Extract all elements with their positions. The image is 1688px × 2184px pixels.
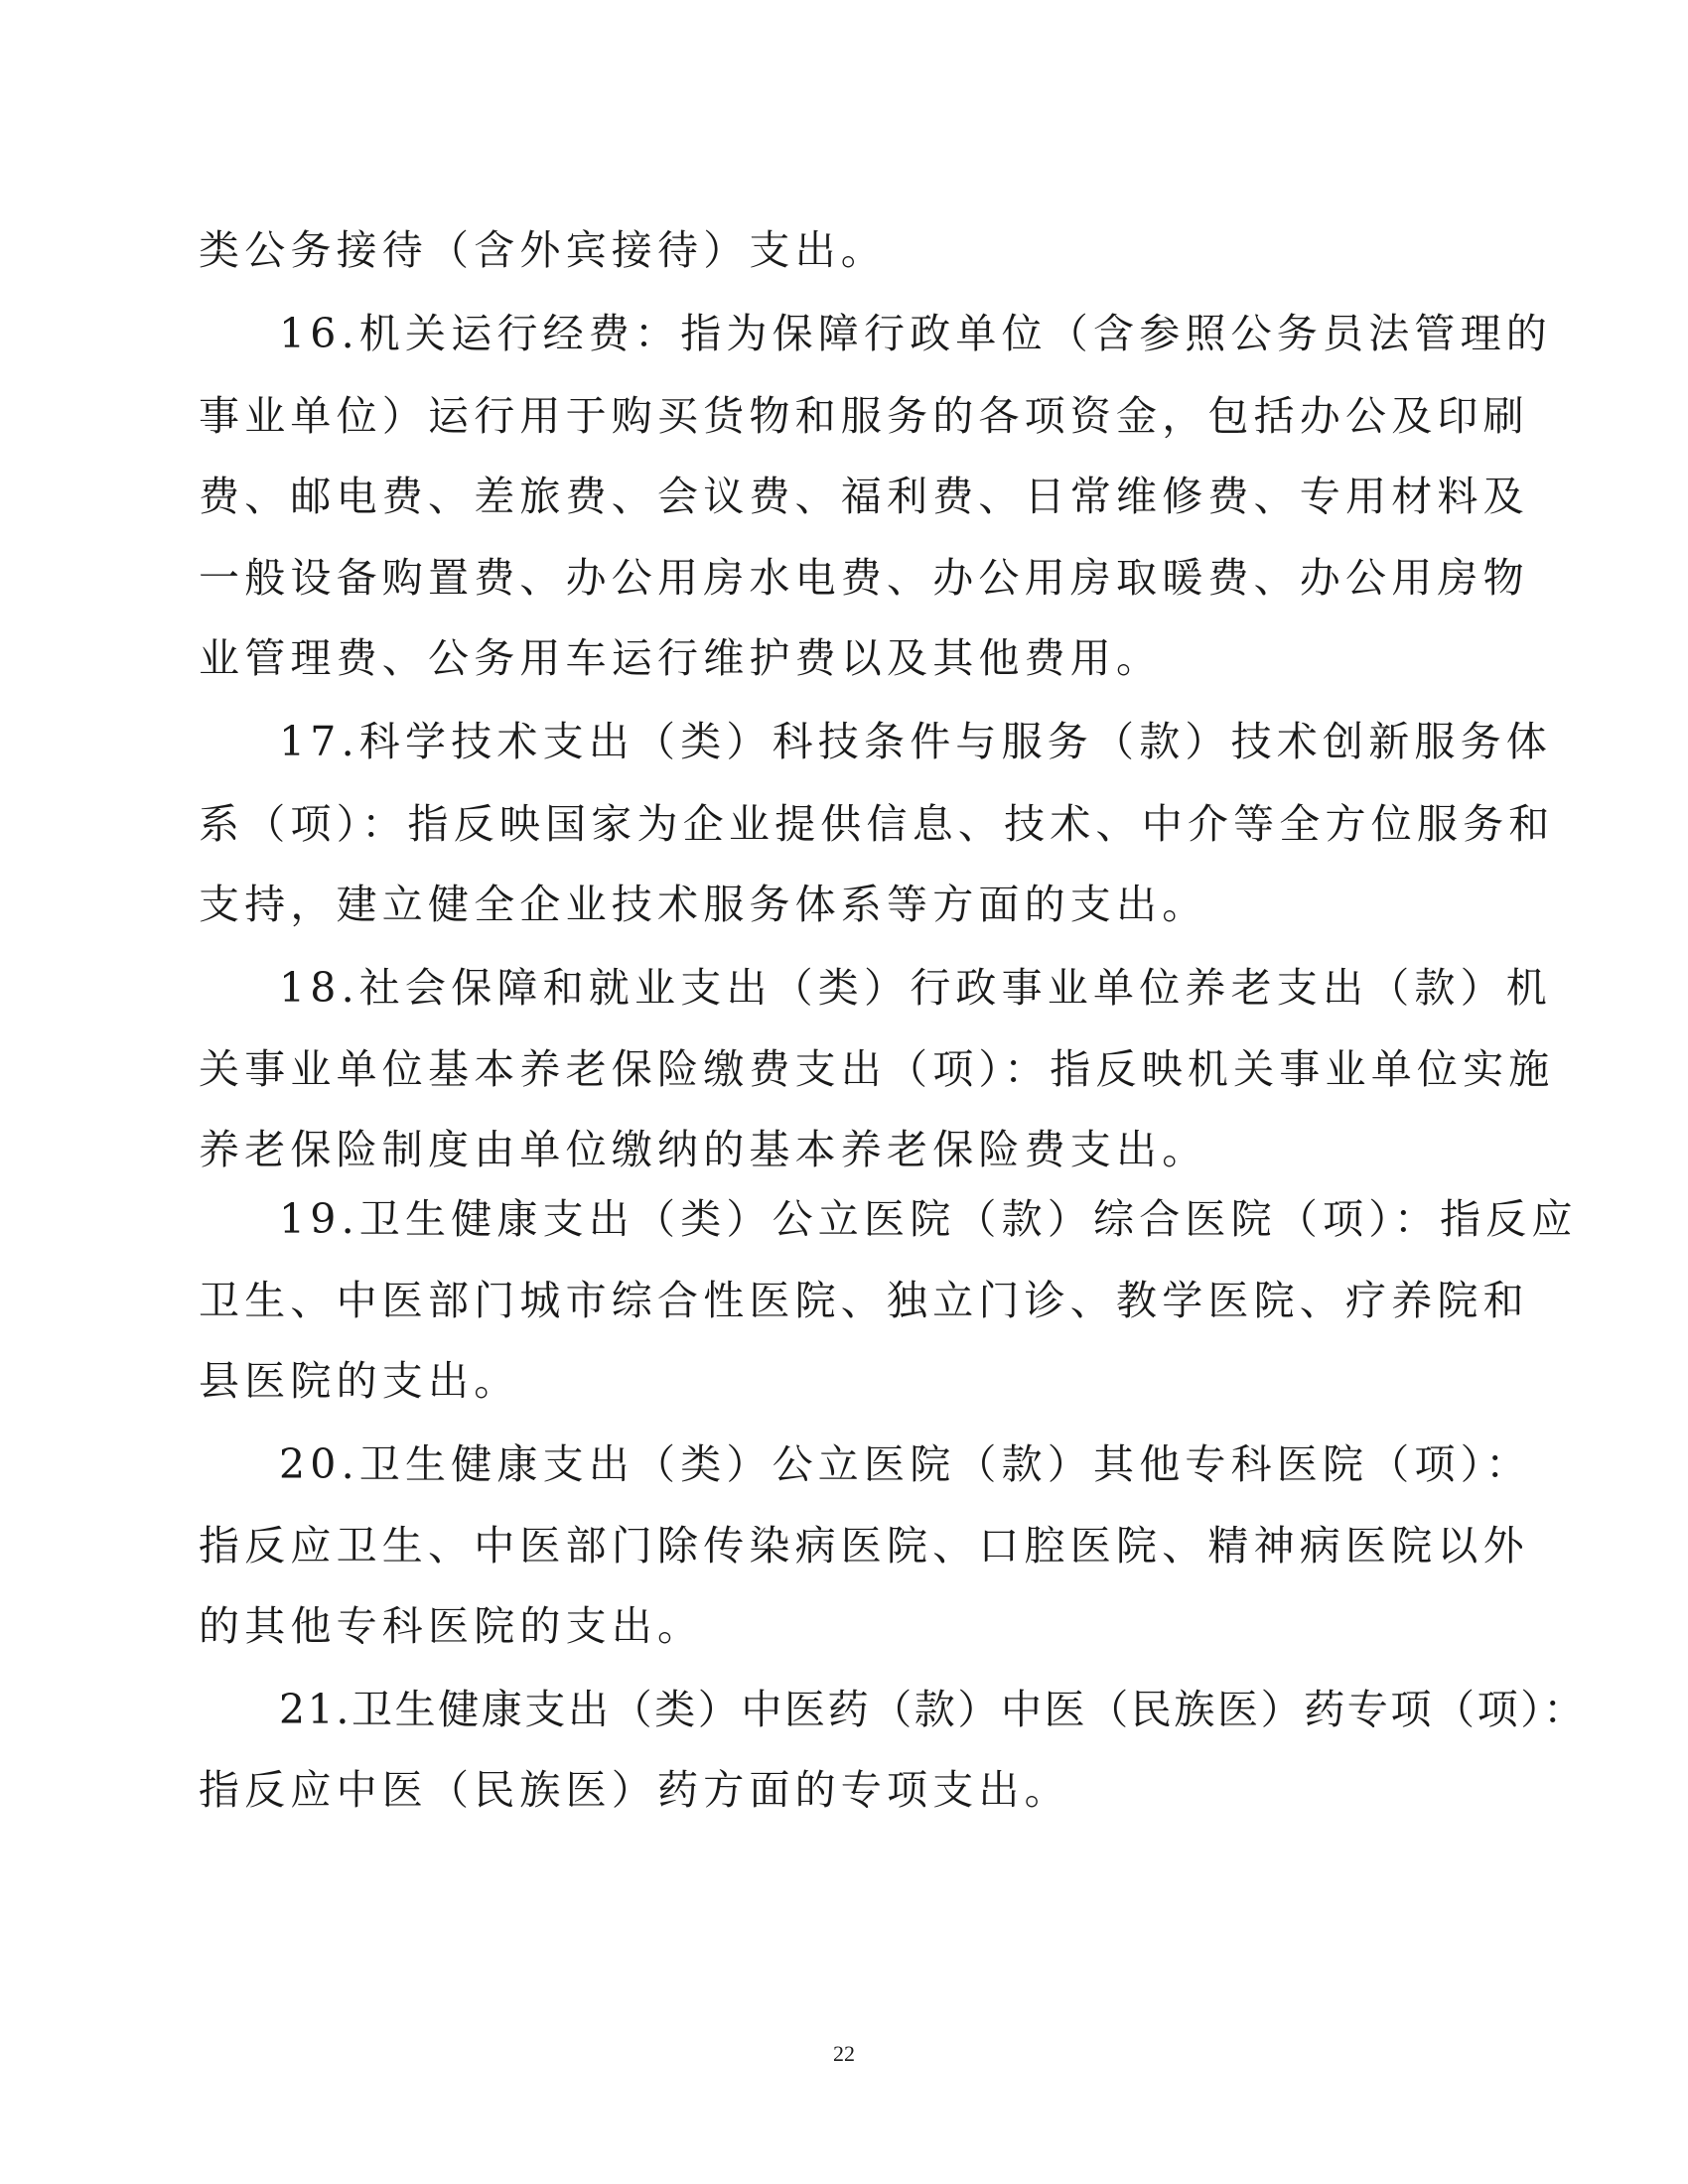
paragraph-line: 养老保险制度由单位缴纳的基本养老保险费支出。: [199, 1126, 1208, 1173]
paragraph-line: 17.科学技术支出（类）科技条件与服务（款）技术创新服务体: [279, 718, 1553, 765]
paragraph-line: 事业单位）运行用于购买货物和服务的各项资金，包括办公及印刷: [199, 392, 1529, 440]
paragraph-line: 关事业单位基本养老保险缴费支出（项）：指反映机关事业单位实施: [199, 1045, 1555, 1093]
paragraph-line: 系（项）：指反映国家为企业提供信息、技术、中介等全方位服务和: [199, 800, 1555, 848]
paragraph-line: 的其他专科医院的支出。: [199, 1602, 704, 1650]
paragraph-line: 县医院的支出。: [199, 1357, 520, 1405]
paragraph-line: 21.卫生健康支出（类）中医药（款）中医（民族医）药专项（项）：: [279, 1686, 1587, 1733]
paragraph-line: 指反应中医（民族医）药方面的专项支出。: [199, 1766, 1070, 1814]
paragraph-line: 16.机关运行经费：指为保障行政单位（含参照公务员法管理的: [279, 310, 1553, 357]
paragraph-line: 费、邮电费、差旅费、会议费、福利费、日常维修费、专用材料及: [199, 473, 1529, 520]
paragraph-line: 指反应卫生、中医部门除传染病医院、口腔医院、精神病医院以外: [199, 1522, 1529, 1570]
paragraph-line: 卫生、中医部门城市综合性医院、独立门诊、教学医院、疗养院和: [199, 1277, 1529, 1324]
paragraph-line: 业管理费、公务用车运行维护费以及其他费用。: [199, 634, 1163, 682]
paragraph-line: 类公务接待（含外宾接待）支出。: [199, 226, 887, 274]
paragraph-line: 19.卫生健康支出（类）公立医院（款）综合医院（项）：指反应: [279, 1195, 1578, 1243]
page-number: 22: [833, 2041, 855, 2066]
paragraph-line: 支持，建立健全企业技术服务体系等方面的支出。: [199, 881, 1208, 928]
paragraph-line: 一般设备购置费、办公用房水电费、办公用房取暖费、办公用房物: [199, 554, 1529, 602]
paragraph-line: 20.卫生健康支出（类）公立医院（款）其他专科医院（项）：: [279, 1440, 1532, 1488]
paragraph-line: 18.社会保障和就业支出（类）行政事业单位养老支出（款）机: [279, 964, 1553, 1012]
